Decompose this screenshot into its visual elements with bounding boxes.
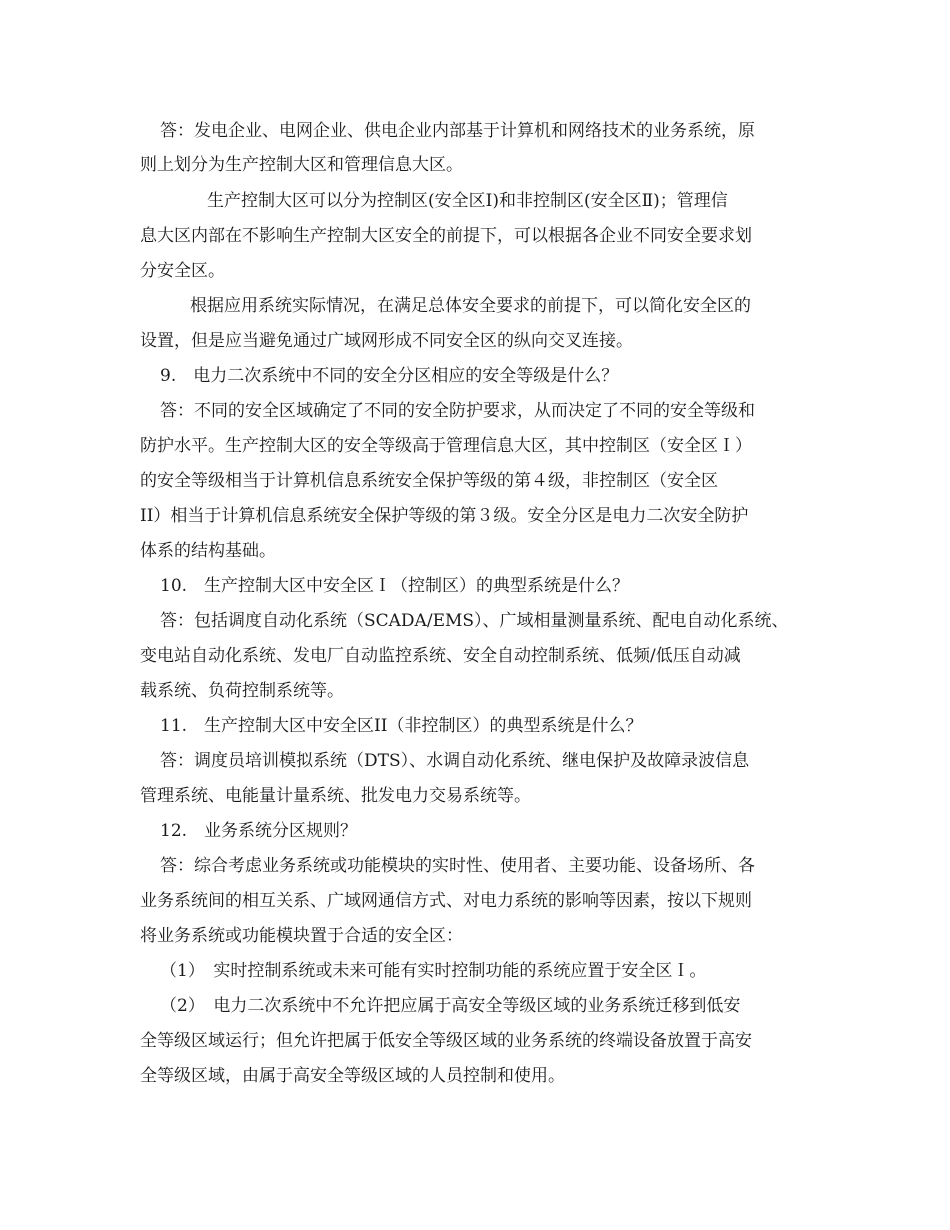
question-11-heading: 11. 生产控制大区中安全区II（非控制区）的典型系统是什么？ xyxy=(160,716,643,736)
answer-8-line-4: 息大区内部在不影响生产控制大区安全的前提下，可以根据各企业不同安全要求划 xyxy=(140,226,752,246)
question-10-heading: 10. 生产控制大区中安全区Ｉ（控制区）的典型系统是什么？ xyxy=(160,576,630,596)
answer-10-line-2: 变电站自动化系统、发电厂自动监控系统、安全自动控制系统、低频/低压自动减 xyxy=(140,646,741,666)
answer-9-line-5: 体系的结构基础。 xyxy=(140,541,276,561)
answer-8-line-1: 答：发电企业、电网企业、供电企业内部基于计算机和网络技术的业务系统，原 xyxy=(160,121,755,141)
rule-2-line-2: 全等级区域运行；但允许把属于低安全等级区域的业务系统的终端设备放置于高安 xyxy=(140,1031,752,1051)
answer-12-line-1: 答：综合考虑业务系统或功能模块的实时性、使用者、主要功能、设备场所、各 xyxy=(160,856,755,876)
answer-8-line-6: 根据应用系统实际情况，在满足总体安全要求的前提下，可以简化安全区的 xyxy=(190,296,751,316)
answer-11-line-2: 管理系统、电能量计量系统、批发电力交易系统等。 xyxy=(140,786,531,806)
rule-2-line-3: 全等级区域，由属于高安全等级区域的人员控制和使用。 xyxy=(140,1066,565,1086)
answer-10-line-1: 答：包括调度自动化系统（SCADA/EMS）、广域相量测量系统、配电自动化系统、 xyxy=(160,611,789,631)
question-12-heading: 12. 业务系统分区规则？ xyxy=(160,821,358,841)
answer-9-line-3: 的安全等级相当于计算机信息系统安全保护等级的第４级，非控制区（安全区 xyxy=(140,471,718,491)
answer-12-line-3: 将业务系统或功能模块置于合适的安全区： xyxy=(140,926,463,946)
answer-12-line-2: 业务系统间的相互关系、广域网通信方式、对电力系统的影响等因素，按以下规则 xyxy=(140,891,752,911)
rule-2-line-1: （2） 电力二次系统中不允许把应属于高安全等级区域的业务系统迁移到低安 xyxy=(160,996,741,1016)
rule-1: （1） 实时控制系统或未来可能有实时控制功能的系统应置于安全区Ｉ。 xyxy=(160,961,707,981)
answer-9-line-4: II）相当于计算机信息系统安全保护等级的第３级。安全分区是电力二次安全防护 xyxy=(140,506,749,526)
answer-8-line-2: 则上划分为生产控制大区和管理信息大区。 xyxy=(140,155,463,175)
answer-10-line-3: 载系统、负荷控制系统等。 xyxy=(140,681,344,701)
question-9-heading: 9. 电力二次系统中不同的安全分区相应的安全等级是什么？ xyxy=(160,366,619,386)
answer-9-line-2: 防护水平。生产控制大区的安全等级高于管理信息大区，其中控制区（安全区Ｉ） xyxy=(140,436,752,456)
answer-11-line-1: 答：调度员培训模拟系统（DTS）、水调自动化系统、继电保护及故障录波信息 xyxy=(160,751,750,771)
answer-8-line-5: 分安全区。 xyxy=(140,261,225,281)
answer-8-line-3: 生产控制大区可以分为控制区(安全区Ⅰ)和非控制区(安全区Ⅱ)；管理信 xyxy=(207,191,728,211)
answer-9-line-1: 答：不同的安全区域确定了不同的安全防护要求，从而决定了不同的安全等级和 xyxy=(160,401,755,421)
answer-8-line-7: 设置，但是应当避免通过广域网形成不同安全区的纵向交叉连接。 xyxy=(140,331,633,351)
